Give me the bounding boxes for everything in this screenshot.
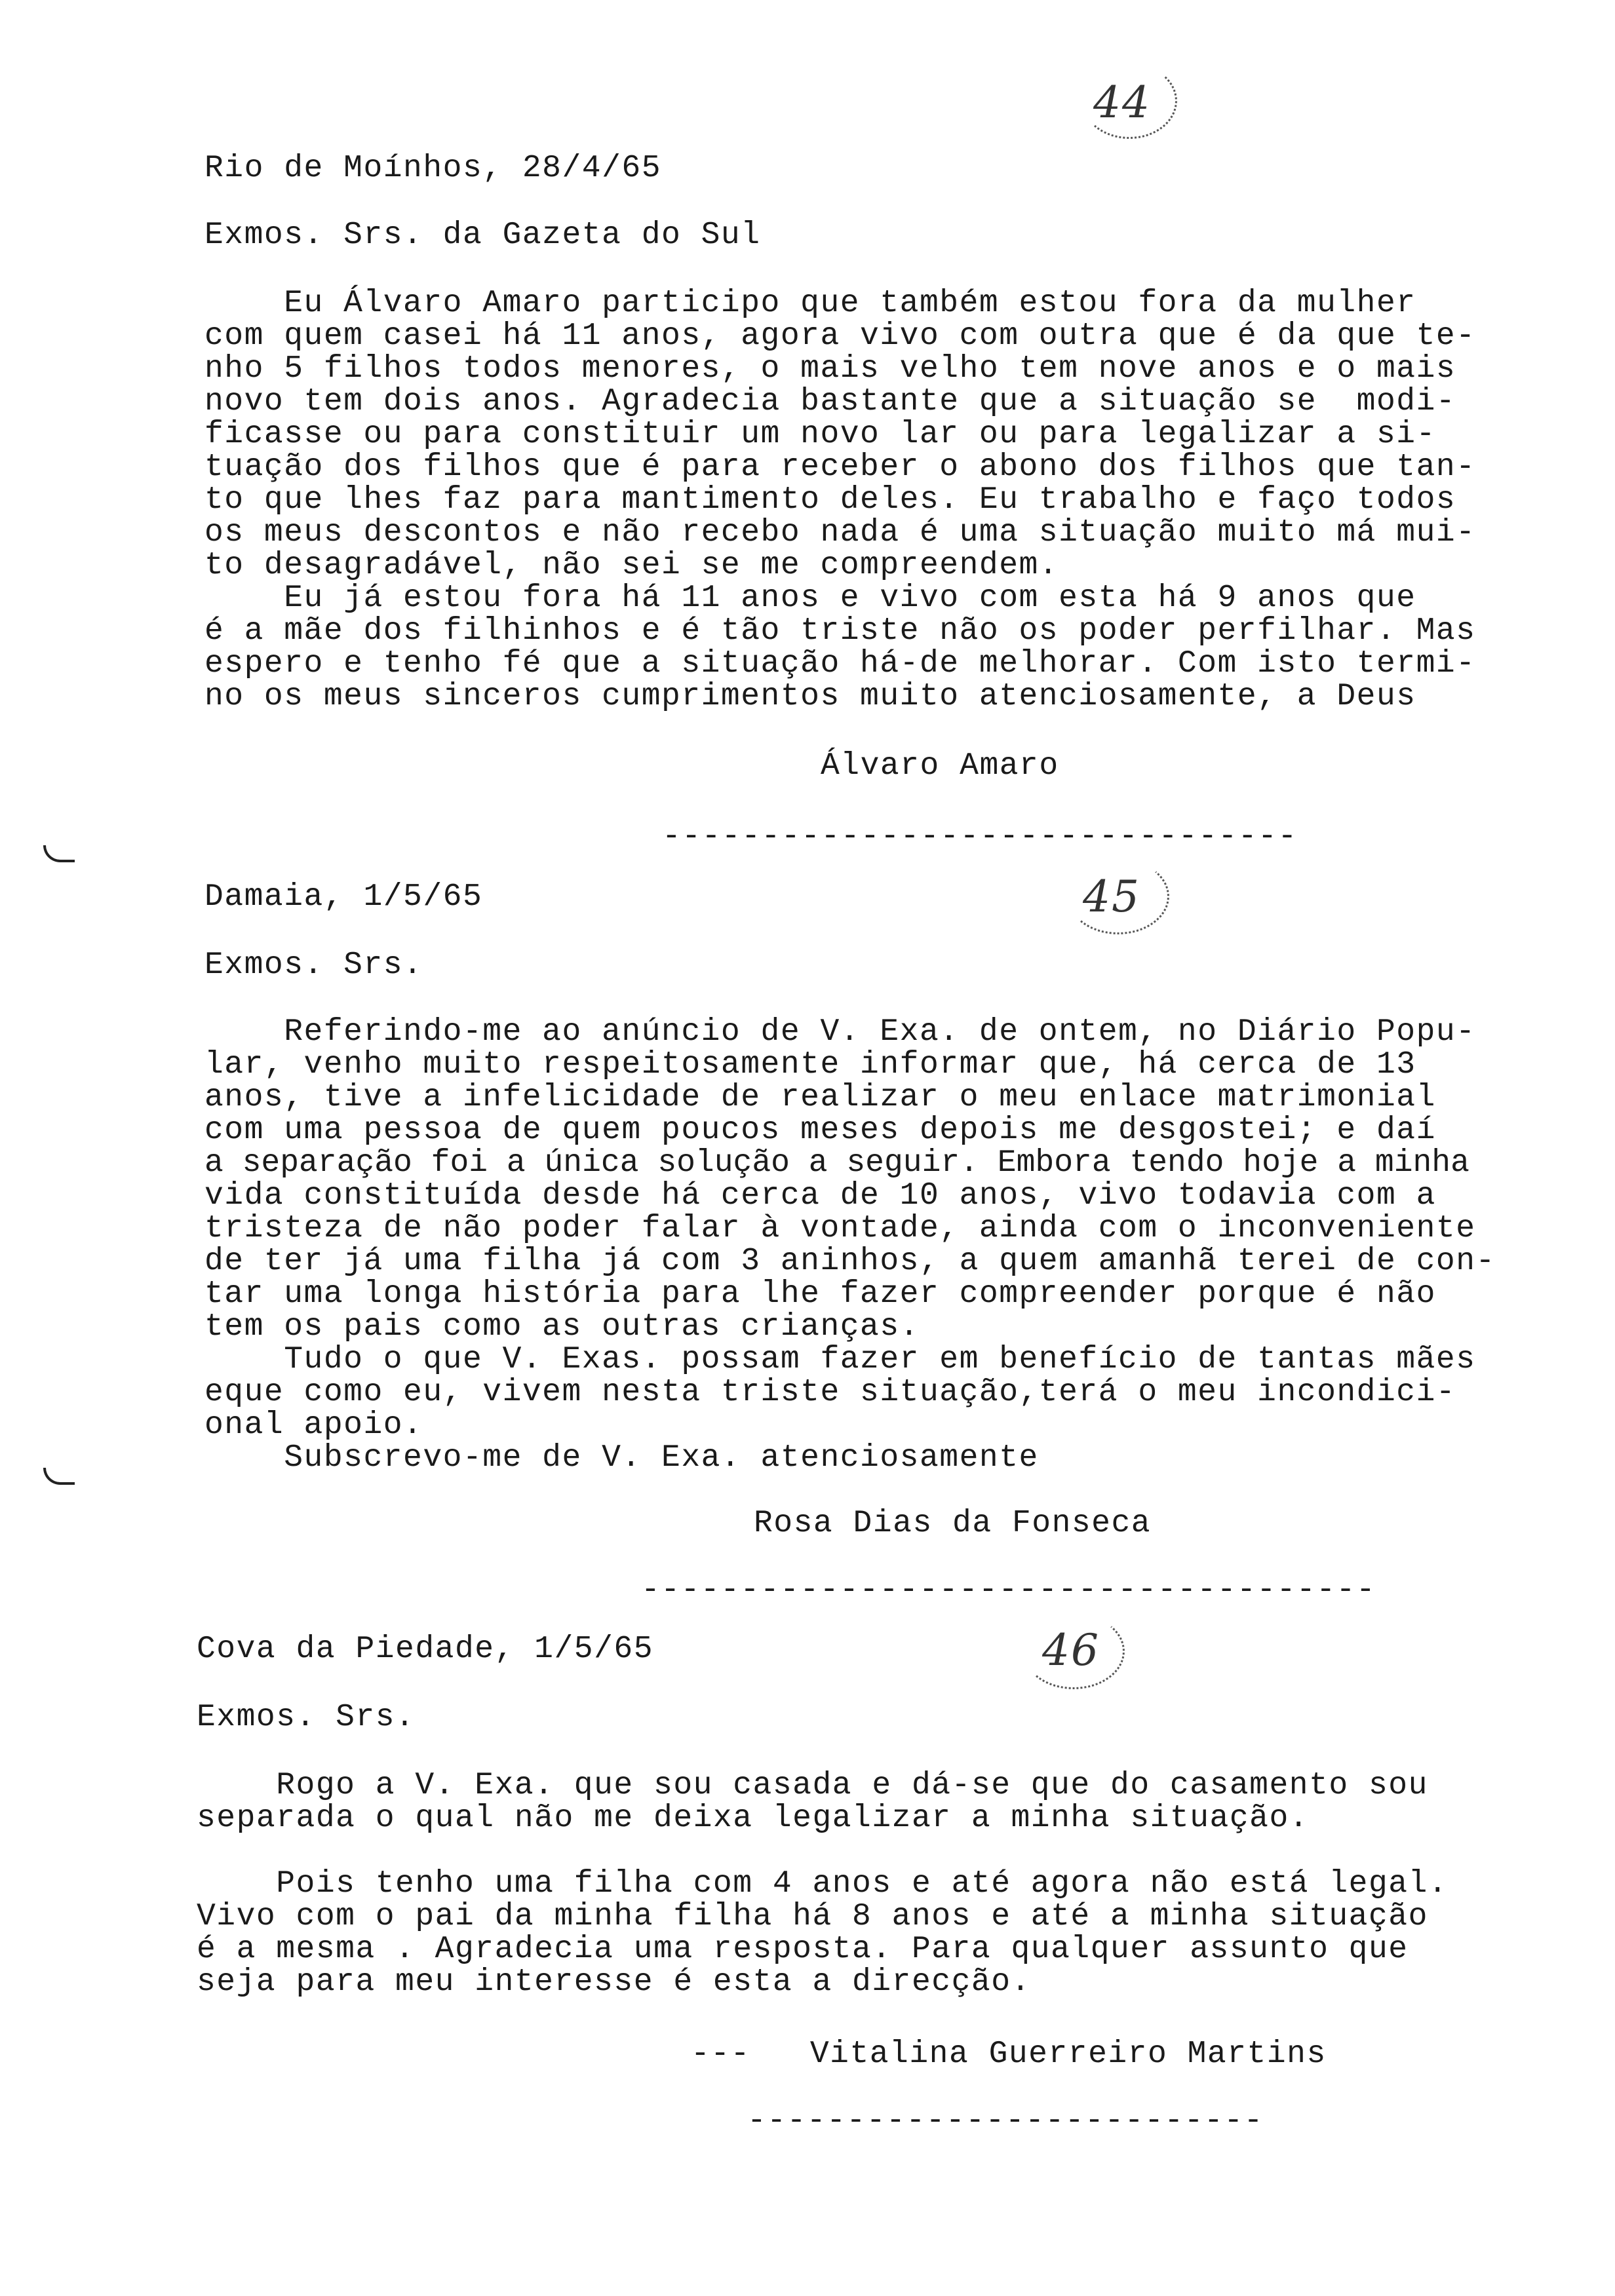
letter-body-line: onal apoio. bbox=[204, 1407, 423, 1443]
letter-body-line: a separação foi a única solução a seguir. Embora tendo hoje a minha bbox=[204, 1145, 1469, 1181]
letter-body-line: vida constituída desde há cerca de 10 anos, vivo todavia com a bbox=[204, 1178, 1436, 1214]
handwritten-circle bbox=[1022, 1613, 1125, 1689]
letter-salutation: Exmos. Srs. bbox=[204, 947, 423, 983]
letter-body-line: Eu Álvaro Amaro participo que também estou fora da mulher bbox=[204, 286, 1416, 321]
letter-signature: --- Vitalina Guerreiro Martins bbox=[691, 2037, 1327, 2072]
letter-body-line: é a mesma . Agradecia uma resposta. Para qualquer assunto que bbox=[197, 1932, 1409, 1967]
letter-signature: Álvaro Amaro bbox=[821, 748, 1059, 784]
letter-body-line: tar uma longa história para lhe fazer compreender porque é não bbox=[204, 1276, 1436, 1312]
margin-mark bbox=[43, 845, 75, 862]
letter-body-line: tuação dos filhos que é para receber o abono dos filhos que tan- bbox=[204, 450, 1476, 485]
letter-body-line: nho 5 filhos todos menores, o mais velho tem nove anos e o mais bbox=[204, 351, 1456, 387]
letter-number-handwritten: 44 bbox=[1093, 77, 1151, 128]
letter-body-line: to desagradável, não sei se me compreendem. bbox=[204, 548, 1059, 583]
letter-body-line: tem os pais como as outras crianças. bbox=[204, 1309, 920, 1345]
letter-body-line: Eu já estou fora há 11 anos e vivo com esta há 9 anos que bbox=[204, 581, 1416, 616]
letter-body-line: de ter já uma filha já com 3 aninhos, a quem amanhã terei de con- bbox=[204, 1244, 1496, 1279]
letter-body-line: com quem casei há 11 anos, agora vivo com outra que é da que te- bbox=[204, 318, 1476, 354]
letter-body-line: tristeza de não poder falar à vontade, ainda com o inconveniente bbox=[204, 1211, 1476, 1246]
letter-body-line: é a mãe dos filhinhos e é tão triste não os poder perfilhar. Mas bbox=[204, 613, 1476, 649]
letter-body-line: eque como eu, vivem nesta triste situação,terá o meu incondici- bbox=[204, 1375, 1456, 1410]
letter-divider: -------------------------- bbox=[747, 2103, 1264, 2139]
handwritten-circle bbox=[1067, 858, 1169, 934]
letter-body-line: Referindo-me ao anúncio de V. Exa. de ontem, no Diário Popu- bbox=[204, 1014, 1476, 1050]
letter-body-line: anos, tive a infelicidade de realizar o meu enlace matrimonial bbox=[204, 1080, 1436, 1115]
letter-divider: -------------------------------- bbox=[662, 819, 1298, 854]
letter-body-line: lar, venho muito respeitosamente informar que, há cerca de 13 bbox=[204, 1047, 1416, 1082]
letter-body-line: no os meus sinceros cumprimentos muito atenciosamente, a Deus bbox=[204, 679, 1416, 714]
letter-body-line: Rogo a V. Exa. que sou casada e dá-se que do casamento sou bbox=[197, 1768, 1428, 1803]
letter-body-line: com uma pessoa de quem poucos meses depois me desgostei; e daí bbox=[204, 1113, 1436, 1148]
letter-header: Cova da Piedade, 1/5/65 bbox=[197, 1632, 654, 1667]
letter-body-line: Pois tenho uma filha com 4 anos e até agora não está legal. bbox=[197, 1866, 1449, 1902]
letter-body-line: espero e tenho fé que a situação há-de melhorar. Com isto termi- bbox=[204, 646, 1476, 681]
letter-body-line: seja para meu interesse é esta a direcção. bbox=[197, 1964, 1031, 2000]
letter-body-line: Subscrevo-me de V. Exa. atenciosamente bbox=[204, 1440, 1039, 1476]
letter-header: Rio de Moínhos, 28/4/65 bbox=[204, 151, 662, 186]
letter-salutation: Exmos. Srs. bbox=[197, 1700, 416, 1735]
letter-body-line: Vivo com o pai da minha filha há 8 anos e até a minha situação bbox=[197, 1899, 1428, 1934]
margin-mark bbox=[43, 1468, 75, 1485]
letter-body-line: Tudo o que V. Exas. possam fazer em benefício de tantas mães bbox=[204, 1342, 1476, 1377]
letter-number-handwritten: 45 bbox=[1083, 871, 1140, 922]
letter-body-line: to que lhes faz para mantimento deles. Eu trabalho e faço todos bbox=[204, 482, 1456, 518]
handwritten-circle bbox=[1081, 63, 1177, 139]
letter-body-line: ficasse ou para constituir um novo lar ou para legalizar a si- bbox=[204, 417, 1436, 452]
letter-header: Damaia, 1/5/65 bbox=[204, 879, 483, 915]
letter-body-line: novo tem dois anos. Agradecia bastante que a situação se modi- bbox=[204, 384, 1456, 419]
letter-signature: Rosa Dias da Fonseca bbox=[754, 1506, 1152, 1541]
letter-body-line: os meus descontos e não recebo nada é uma situação muito má mui- bbox=[204, 515, 1476, 550]
letter-divider: ------------------------------------- bbox=[641, 1573, 1376, 1608]
letter-body-line: separada o qual não me deixa legalizar a minha situação. bbox=[197, 1801, 1310, 1836]
letter-number-handwritten: 46 bbox=[1042, 1625, 1100, 1675]
letter-salutation: Exmos. Srs. da Gazeta do Sul bbox=[204, 218, 761, 253]
